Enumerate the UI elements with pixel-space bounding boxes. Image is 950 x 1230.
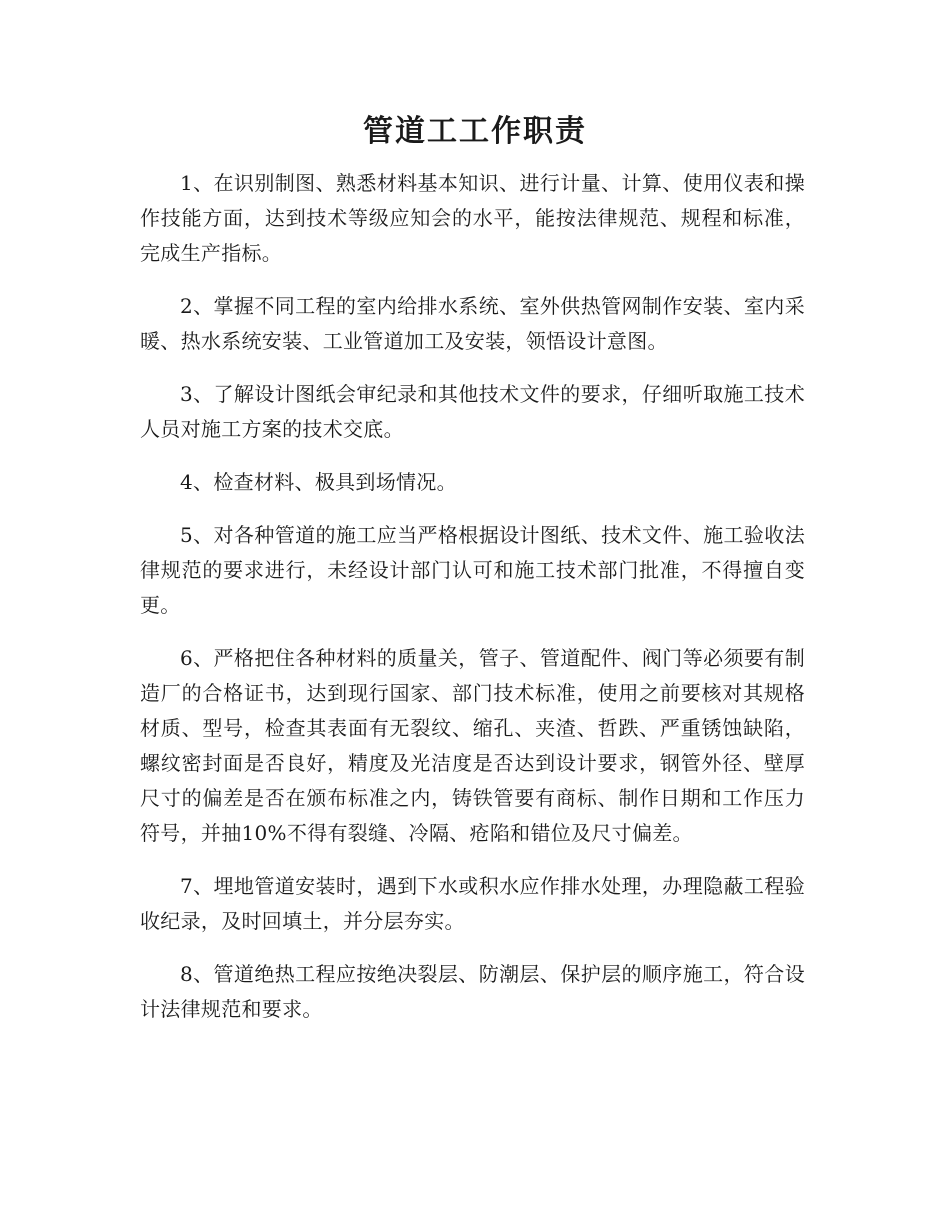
document-title: 管道工工作职责 xyxy=(363,114,587,149)
paragraph-7: 7、埋地管道安装时，遇到下水或积水应作排水处理，办理隐蔽工程验收纪录，及时回填土，并分层夯实。 xyxy=(140,874,805,933)
paragraph-4: 4、检查材料、极具到场情况。 xyxy=(180,470,457,494)
paragraph-6: 6、严格把住各种材料的质量关，管子、管道配件、阀门等必须要有制造厂的合格证书，达到现行国家、部门技术标准，使用之前要核对其规格材质、型号，检查其表面有无裂纹、缩孔、夹渣、哲跌、严重锈蚀缺陷，螺纹密封面是否良好，精度及光洁度是否达到设计要求，钢管外径、壁厚尺寸的偏差是否在颁布标准之内，铸铁管要有商标、制作日期和工作压力符号，并抽10%不得有裂缝、冷隔、疮陷和错位及尺寸偏差。 xyxy=(140,646,805,845)
paragraph-2: 2、掌握不同工程的室内给排水系统、室外供热管网制作安装、室内采暖、热水系统安装、工业管道加工及安装，领悟设计意图。 xyxy=(140,294,805,353)
paragraph-3: 3、了解设计图纸会审纪录和其他技术文件的要求，仔细听取施工技术人员对施工方案的技术交底。 xyxy=(140,382,805,441)
document-body xyxy=(140,166,805,1045)
paragraph-5: 5、对各种管道的施工应当严格根据设计图纸、技术文件、施工验收法律规范的要求进行，未经设计部门认可和施工技术部门批准，不得擅自变更。 xyxy=(140,523,805,617)
paragraph-8: 8、管道绝热工程应按绝决裂层、防潮层、保护层的顺序施工，符合设计法律规范和要求。 xyxy=(140,962,805,1021)
paragraph-1: 1、在识别制图、熟悉材料基本知识、进行计量、计算、使用仪表和操作技能方面，达到技术等级应知会的水平，能按法律规范、规程和标准，完成生产指标。 xyxy=(140,171,805,265)
